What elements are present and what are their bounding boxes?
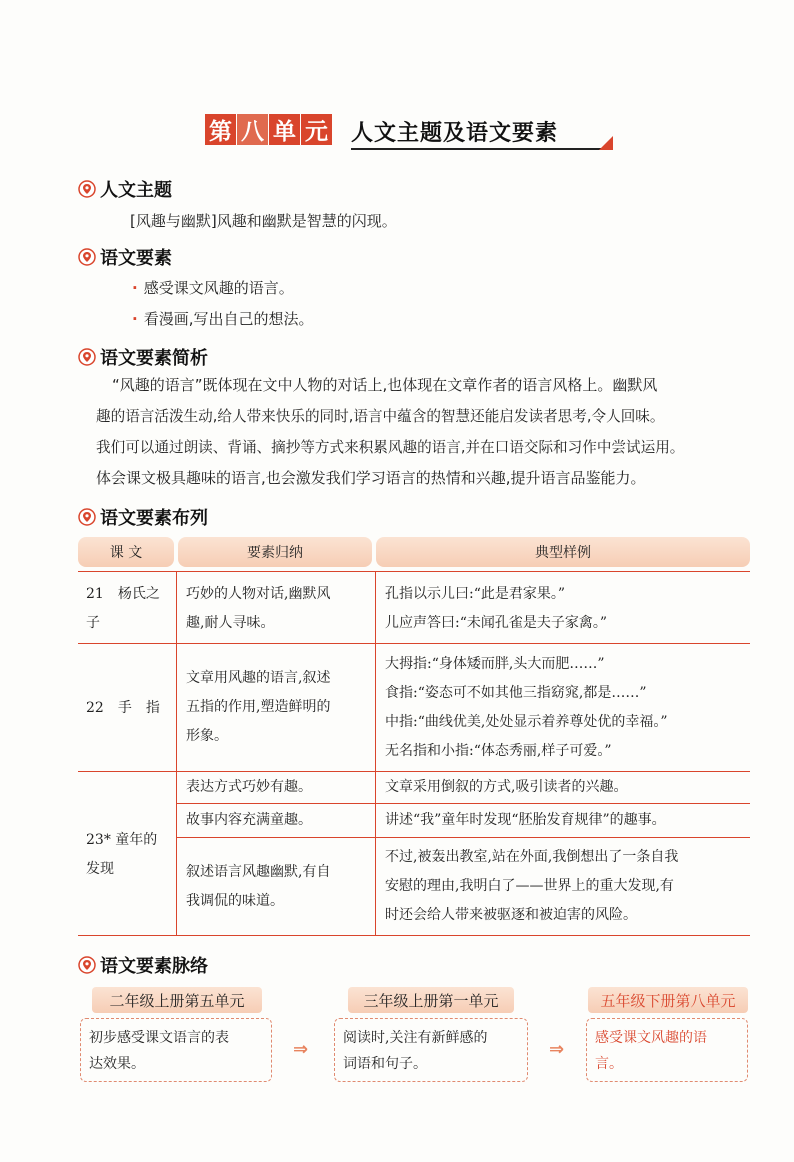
theme-text: [风趣与幽默]风趣和幽默是智慧的闪现。 — [130, 212, 397, 230]
cell-line: 22 手 指 — [86, 700, 160, 716]
location-pin-icon — [78, 248, 96, 266]
table-cell-summary — [186, 580, 330, 638]
unit-char: 第 — [205, 114, 236, 145]
table-cell-lesson — [86, 580, 160, 638]
cell-line: 食指:“姿态可不如其他三指窈窕,都是……” — [385, 685, 647, 701]
stage-text-line: 言。 — [595, 1056, 623, 1072]
location-pin-icon — [78, 348, 96, 366]
bullet-dot-icon: · — [132, 279, 138, 297]
cell-line: 我调侃的味道。 — [186, 893, 284, 909]
cell-line: 五指的作用,塑造鲜明的 — [186, 699, 331, 715]
cell-line: 21 杨氏之 — [86, 586, 160, 602]
section-heading-analysis — [78, 344, 208, 370]
bullet-text: 感受课文风趣的语言。 — [143, 279, 294, 297]
cell-line: 表达方式巧妙有趣。 — [186, 779, 312, 795]
cell-line: 趣,耐人寻味。 — [186, 615, 275, 631]
table-rule — [78, 771, 750, 772]
cell-line: 形象。 — [186, 728, 228, 744]
table-rule — [176, 837, 750, 838]
analysis-line: 我们可以通过朗读、背诵、摘抄等方式来积累风趣的语言,并在口语交际和习作中尝试运用。 — [96, 439, 685, 456]
table-cell-lesson — [86, 694, 160, 723]
list-item — [132, 304, 313, 335]
table-cell-examples — [385, 773, 627, 802]
unit-banner — [205, 114, 613, 152]
title-corner-decoration — [599, 136, 613, 150]
cell-line: 发现 — [86, 861, 114, 877]
cell-line: 无名指和小指:“体态秀丽,样子可爱。” — [385, 743, 612, 759]
title-underline — [351, 148, 613, 150]
table-cell-summary — [186, 806, 312, 835]
table-cell-summary — [186, 858, 330, 916]
stage-box — [586, 1018, 748, 1082]
section-heading-text: 语文要素简析 — [100, 348, 208, 369]
section-heading-text: 语文要素布列 — [100, 508, 208, 529]
table-cell-lesson — [86, 826, 157, 884]
table-cell-examples — [385, 843, 678, 930]
cell-line: 儿应声答曰:“未闻孔雀是夫子家禽。” — [385, 615, 608, 631]
list-item — [132, 273, 294, 304]
stage-text-line: 感受课文风趣的语 — [595, 1030, 707, 1046]
cell-line: 大拇指:“身体矮而胖,头大而肥……” — [385, 656, 605, 672]
cell-line: 讲述“我”童年时发现“胚胎发育规律”的趣事。 — [385, 812, 666, 828]
analysis-line: 趣的语言活泼生动,给人带来快乐的同时,语言中蕴含的智慧还能启发读者思考,令人回味。 — [96, 408, 665, 425]
cell-line: 中指:“曲线优美,处处显示着养尊处优的幸福。” — [385, 714, 668, 730]
location-pin-icon — [78, 508, 96, 526]
section-heading-elements — [78, 244, 172, 270]
cell-line: 安慰的理由,我明白了——世界上的重大发现,有 — [385, 878, 674, 894]
table-rule — [176, 571, 177, 935]
stage-text-line: 初步感受课文语言的表 — [89, 1030, 229, 1046]
analysis-line: “风趣的语言”既体现在文中人物的对话上,也体现在文章作者的语言风格上。幽默风 — [112, 376, 658, 394]
cell-line: 23* 童年的 — [86, 832, 158, 848]
section-heading-layout — [78, 504, 208, 530]
double-arrow-right-icon: ⇒ — [549, 1039, 565, 1060]
table-cell-examples — [385, 580, 607, 638]
bullet-text: 看漫画,写出自己的想法。 — [143, 310, 314, 328]
section-heading-text: 语文要素脉络 — [100, 956, 208, 977]
section-heading-theme — [78, 176, 172, 202]
cell-line: 孔指以示儿曰:“此是君家果。” — [385, 586, 566, 602]
section-heading-text: 语文要素 — [100, 248, 172, 269]
stage-title: 五年级下册第八单元 — [588, 987, 748, 1013]
section-heading-flow — [78, 952, 208, 978]
table-rule — [375, 571, 376, 935]
table-header-cell: 课 文 — [78, 537, 174, 567]
stage-text-line: 阅读时,关注有新鲜感的 — [343, 1030, 488, 1046]
table-rule — [78, 935, 750, 936]
cell-line: 时还会给人带来被驱逐和被迫害的风险。 — [385, 907, 637, 923]
table-header-cell: 典型样例 — [376, 537, 750, 567]
cell-line: 不过,被轰出教室,站在外面,我倒想出了一条自我 — [385, 849, 679, 865]
stage-title: 三年级上册第一单元 — [348, 987, 514, 1013]
stage-text-line: 达效果。 — [89, 1056, 145, 1072]
unit-char: 单 — [269, 114, 300, 145]
unit-char: 八 — [237, 114, 268, 145]
cell-line: 子 — [86, 615, 100, 631]
table-rule — [176, 803, 750, 804]
table-cell-examples — [385, 650, 667, 766]
location-pin-icon — [78, 180, 96, 198]
table-header-cell: 要素归纳 — [178, 537, 372, 567]
unit-label — [205, 114, 333, 145]
stage-text-line: 词语和句子。 — [343, 1056, 427, 1072]
cell-line: 故事内容充满童趣。 — [186, 812, 312, 828]
table-cell-summary — [186, 773, 312, 802]
double-arrow-right-icon: ⇒ — [293, 1039, 309, 1060]
cell-line: 文章用风趣的语言,叙述 — [186, 670, 331, 686]
page-title: 人文主题及语文要素 — [351, 120, 559, 146]
table-cell-summary — [186, 664, 330, 751]
location-pin-icon — [78, 956, 96, 974]
cell-line: 巧妙的人物对话,幽默风 — [186, 586, 331, 602]
section-heading-text: 人文主题 — [100, 180, 172, 201]
bullet-dot-icon: · — [132, 310, 138, 328]
table-rule — [78, 571, 750, 572]
cell-line: 叙述语言风趣幽默,有自 — [186, 864, 331, 880]
stage-title: 二年级上册第五单元 — [92, 987, 262, 1013]
stage-box — [80, 1018, 272, 1082]
cell-line: 文章采用倒叙的方式,吸引读者的兴趣。 — [385, 779, 628, 795]
unit-char: 元 — [301, 114, 332, 145]
table-rule — [78, 643, 750, 644]
stage-box — [334, 1018, 528, 1082]
table-cell-examples — [385, 806, 666, 835]
analysis-line: 体会课文极具趣味的语言,也会激发我们学习语言的热情和兴趣,提升语言品鉴能力。 — [96, 469, 646, 487]
